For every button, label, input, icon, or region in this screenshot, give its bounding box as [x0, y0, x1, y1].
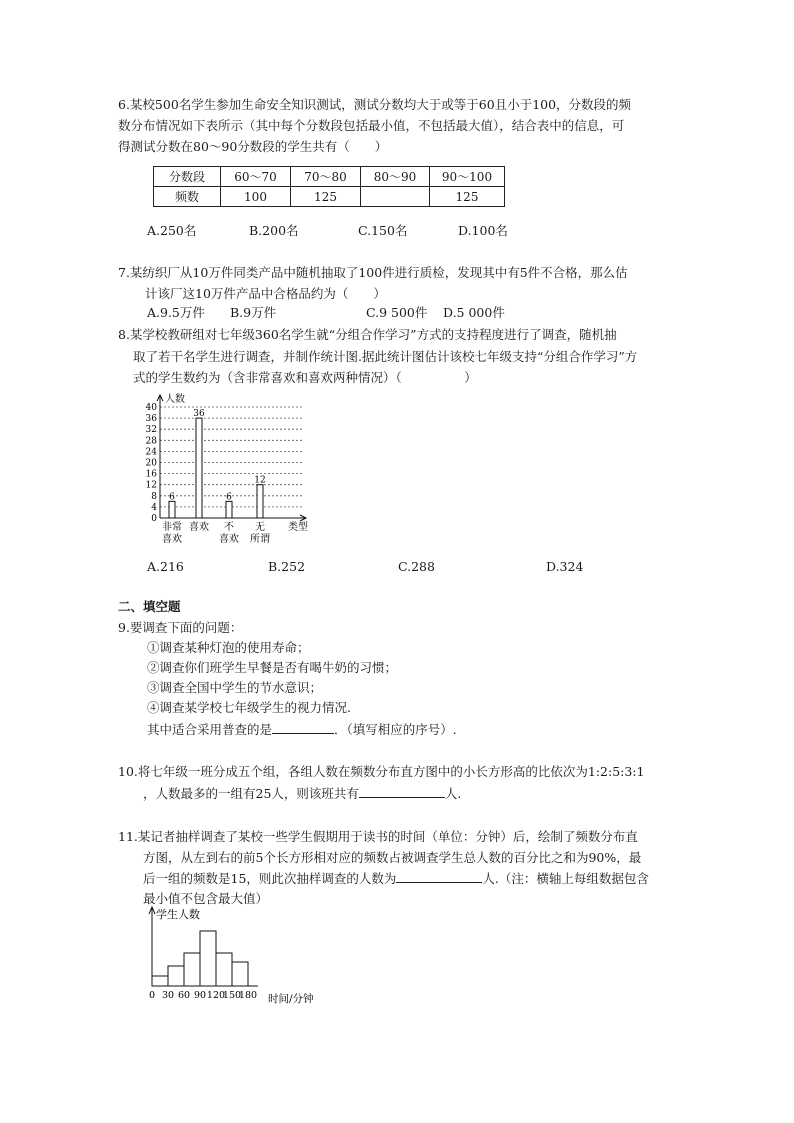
question-7-line-1: 7.某纺织厂从10万件同类产品中随机抽取了100件进行质检，发现其中有5件不合格，那么估: [118, 265, 628, 280]
question-11-text-before: 后一组的频数是15，则此次抽样调查的人数为: [143, 871, 397, 886]
answer-blank[interactable]: [396, 868, 482, 883]
table-cell: 60～70: [221, 167, 291, 187]
x-tick-label: 120: [206, 990, 226, 1001]
question-9-stem: 9.要调查下面的问题：: [118, 620, 243, 635]
q7-option-c: C.9 500件: [366, 305, 428, 320]
x-axis-label: 时间/分钟: [268, 993, 314, 1005]
question-8-line-2: 取了若干名学生进行调查，并制作统计图.据此统计图估计该校七年级支持“分组合作学习”方: [133, 349, 638, 364]
y-axis-label: 人数: [165, 394, 185, 405]
question-11-line-4: 最小值不包含最大值）: [143, 891, 269, 906]
table-cell: 分数段: [154, 167, 221, 187]
y-tick-label: 20: [145, 458, 157, 469]
y-tick-label: 24: [145, 447, 157, 458]
answer-blank[interactable]: [359, 783, 445, 798]
bar: [226, 501, 232, 518]
table-cell: 90～100: [430, 167, 505, 187]
y-tick-label: 0: [151, 514, 157, 524]
question-6-line-2: 数分布情况如下表所示（其中每个分数段包括最小值，不包括最大值），结合表中的信息，可: [118, 118, 625, 133]
section-title: 二、填空题: [118, 599, 181, 614]
table-row: [154, 187, 505, 207]
answer-blank[interactable]: [272, 719, 334, 734]
category-label: 喜欢: [162, 534, 182, 545]
y-tick-label: 32: [145, 425, 157, 436]
y-tick-label: 36: [145, 414, 157, 425]
category-label: 不: [224, 522, 234, 533]
x-axis-label: 类型: [288, 522, 308, 533]
histogram-bar: [152, 976, 168, 986]
survey-bar-chart: [130, 392, 330, 552]
histogram-bar: [200, 931, 216, 986]
question-11-line-2: 方图，从左到右的前5个长方形相对应的频数占被调查学生总人数的百分比之和为90%，最: [143, 850, 642, 865]
table-cell: 80～90: [361, 167, 430, 187]
question-9-tail-before: 其中适合采用普查的是: [147, 722, 273, 737]
question-9-item: ②调查你们班学生早餐是否有喝牛奶的习惯；: [147, 660, 398, 675]
category-label: 喜欢: [189, 522, 209, 533]
category-label: 所谓: [250, 534, 270, 545]
question-7-line-2: 计该厂这10万件产品中合格品约为（ ）: [145, 286, 386, 301]
q6-option-c: C.150名: [358, 223, 408, 238]
y-tick-label: 40: [145, 403, 157, 413]
q8-option-d: D.324: [546, 559, 584, 574]
table-cell: 100: [221, 187, 291, 207]
question-9-item: ①调查某种灯泡的使用寿命；: [147, 640, 310, 655]
category-label: 喜欢: [219, 534, 239, 545]
category-label: 无: [255, 522, 265, 533]
question-10-text-before: ，人数最多的一组有25人，则该班共有: [143, 786, 359, 801]
x-tick-label: 60: [177, 990, 191, 1001]
q7-option-b: B.9万件: [230, 305, 277, 320]
category-label: 非常: [162, 522, 182, 533]
histogram-bar: [168, 966, 184, 986]
question-6: [118, 94, 693, 157]
frequency-table: [153, 166, 505, 207]
bar-value-label: 6: [226, 492, 232, 503]
histogram-bar: [232, 962, 248, 986]
x-tick-label: 0: [148, 990, 156, 1001]
q6-option-d: D.100名: [458, 223, 508, 238]
q8-option-c: C.288: [398, 559, 435, 574]
histogram-bar: [184, 953, 200, 986]
table-cell: [361, 187, 430, 207]
table-cell: 70～80: [291, 167, 361, 187]
x-tick-label: 180: [238, 990, 258, 1001]
q7-option-a: A.9.5万件: [147, 305, 205, 320]
table-cell: 频数: [154, 187, 221, 207]
question-11-line-3: [143, 868, 649, 889]
q7-option-d: D.5 000件: [443, 305, 505, 320]
y-tick-label: 4: [151, 502, 157, 513]
bar: [196, 418, 202, 518]
table-cell: 125: [291, 187, 361, 207]
y-tick-label: 16: [145, 469, 157, 480]
question-9-item: ③调查全国中学生的节水意识；: [147, 680, 323, 695]
question-6-line-1: 6.某校500名学生参加生命安全知识测试，测试分数均大于或等于60且小于100，分数段的频: [118, 97, 632, 112]
bar-value-label: 12: [254, 475, 266, 486]
question-10-line-2: [143, 783, 461, 804]
bar-value-label: 36: [193, 409, 205, 420]
question-9-answer-line: [147, 719, 457, 740]
y-tick-label: 12: [145, 480, 157, 491]
x-tick-label: 90: [193, 990, 207, 1001]
x-tick-label: 30: [161, 990, 175, 1001]
table-row: [154, 167, 505, 187]
question-8-line-3: 式的学生数约为（含非常喜欢和喜欢两种情况）（ ）: [133, 370, 477, 385]
y-axis-label: 学生人数: [156, 908, 200, 921]
q6-option-a: A.250名: [147, 223, 197, 238]
q6-option-b: B.200名: [249, 223, 299, 238]
question-6-line-3: 得测试分数在80～90分数段的学生共有（ ）: [118, 139, 388, 154]
table-cell: 125: [430, 187, 505, 207]
question-8-line-1: 8.某学校教研组对七年级360名学生就“分组合作学习”方式的支持程度进行了调查，随机抽: [118, 327, 617, 342]
bar: [169, 501, 175, 518]
question-10-line-1: 10.将七年级一班分成五个组，各组人数在频数分布直方图中的小长方形高的比依次为1:2:5:3:1: [118, 764, 645, 779]
bar: [257, 485, 263, 518]
question-9-tail-after: ．（填写相应的序号）.: [334, 722, 457, 737]
q8-option-a: A.216: [147, 559, 184, 574]
y-tick-label: 28: [145, 436, 157, 447]
reading-time-histogram: [140, 904, 340, 1010]
x-tick-label: 150: [222, 990, 242, 1001]
question-9-item: ④调查某学校七年级学生的视力情况.: [147, 700, 351, 715]
q8-option-b: B.252: [268, 559, 306, 574]
y-tick-label: 8: [151, 491, 157, 502]
question-11-text-after: 人.（注：横轴上每组数据包含: [482, 871, 649, 886]
question-10-text-after: 人.: [444, 786, 462, 801]
bar-value-label: 6: [169, 492, 175, 503]
histogram-bar: [216, 953, 232, 986]
question-11-line-1: 11.某记者抽样调查了某校一些学生假期用于读书的时间（单位：分钟）后，绘制了频数分布直: [118, 829, 638, 844]
